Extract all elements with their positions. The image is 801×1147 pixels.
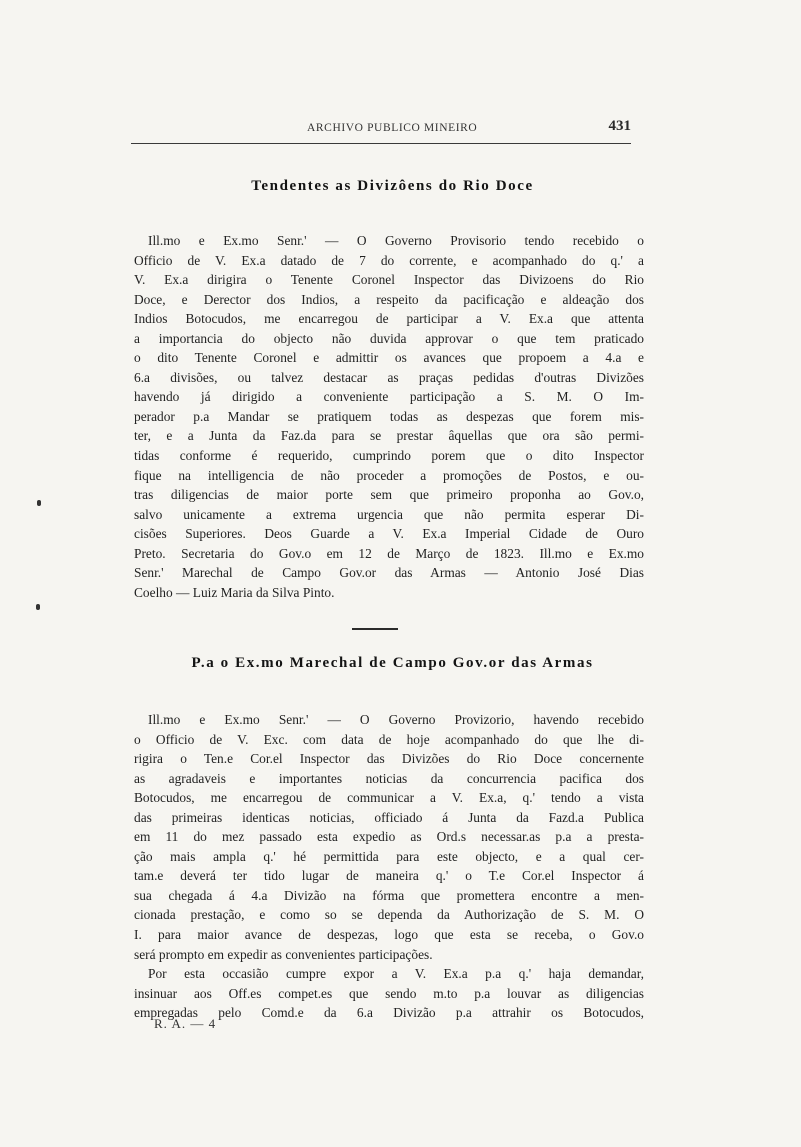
text-line: rigira o Ten.e Cor.el Inspector das Divizões do Rio Doce concernente	[134, 751, 644, 767]
text-line: tras diligencias de maior porte sem que primeiro proponha ao Gov.o,	[134, 487, 644, 503]
letter-body	[134, 231, 644, 602]
text-line: Ill.mo e Ex.mo Senr.' — O Governo Provisorio tendo recebido o	[148, 233, 644, 248]
signature-mark: R. A. — 4	[154, 1016, 217, 1031]
text-line: Por esta occasião cumpre expor a V. Ex.a p.a q.' haja demandar,	[148, 966, 644, 982]
text-line: das primeiras identicas noticias, officiado á Junta da Fazd.a Publica	[134, 809, 644, 825]
text-line: empregadas pelo Comd.e da 6.a Divizão p.a attrahir os Botocudos,	[134, 1005, 644, 1021]
text-line: 6.a divisões, ou talvez destacar as praças pedidas d'outras Divizões	[134, 369, 644, 385]
letter-body	[134, 710, 644, 1023]
text-line: insinuar aos Off.es compet.es que sendo m.to p.a louvar as diligencias	[134, 985, 644, 1001]
text-line: V. Ex.a dirigira o Tenente Coronel Inspector das Divizoens do Rio	[134, 272, 644, 288]
text-line: perador p.a Mandar se pratiquem todas as despezas que forem mis-	[134, 408, 644, 424]
text-line: em 11 do mez passado esta expedio as Ord.s necessar.as p.a a presta-	[134, 829, 644, 845]
text-line: cionada prestação, e como so se dependa da Authorização de S. M. O	[134, 907, 644, 923]
text-line: Senr.' Marechal de Campo Gov.or das Armas — Antonio José Dias	[134, 565, 644, 581]
text-line: ter, e a Junta da Faz.da para se prestar âquellas que ora são permi-	[134, 428, 644, 444]
text-line: cisões Superiores. Deos Guarde a V. Ex.a Imperial Cidade de Ouro	[134, 526, 644, 542]
text-line: Botocudos, me encarregou de communicar a V. Ex.a, q.' tendo a vista	[134, 790, 644, 806]
text-line: salvo unicamente a extrema urgencia que não permita esperar Di-	[134, 506, 644, 522]
page-number: 431	[608, 118, 631, 134]
text-line: o Officio de V. Exc. com data de hoje acompanhado do que lhe di-	[134, 731, 644, 747]
text-line: Preto. Secretaria do Gov.o em 12 de Março de 1823. Ill.mo e Ex.mo	[134, 545, 644, 561]
running-title: ARCHIVO PUBLICO MINEIRO	[307, 122, 478, 134]
text-line: a importancia do objecto não duvida approvar o que tem praticado	[134, 330, 644, 346]
text-line: Doce, e Derector dos Indios, a respeito da pacificação e aldeação dos	[134, 291, 644, 307]
text-line: ção mais ampla q.' hé permittida para este objecto, e a qual cer-	[134, 848, 644, 864]
text-line: tam.e deverá ter tido lugar de maneira q.' o T.e Cor.el Inspector á	[134, 868, 644, 884]
text-line: Officio de V. Ex.a datado de 7 do corrente, e acompanhado do q.' a	[134, 252, 644, 268]
scan-speck	[36, 604, 40, 610]
text-line: Indios Botocudos, me encarregou de participar a V. Ex.a que attenta	[134, 311, 644, 327]
section-title: Tendentes as Divizôens do Rio Doce	[251, 178, 534, 194]
text-line: o dito Tenente Coronel e admittir os avances que propoem a 4.a e	[134, 350, 644, 366]
header-rule	[131, 143, 631, 144]
running-head	[131, 118, 631, 140]
text-line: será prompto em expedir as convenientes participações.	[134, 946, 433, 962]
text-line: fique na intelligencia de não proceder a promoções de Postos, e ou-	[134, 467, 644, 483]
text-line: I. para maior avance de despezas, logo que esta se receba, o Gov.o	[134, 927, 644, 943]
scan-speck	[37, 500, 41, 506]
text-line: havendo já dirigido a conveniente participação a S. M. O Im-	[134, 389, 644, 405]
text-line: sua chegada á 4.a Divizão na fórma que promettera encontre a men-	[134, 887, 644, 903]
section-divider	[352, 628, 398, 630]
text-line: tidas conforme é requerido, cumprindo porem que o dito Inspector	[134, 448, 644, 464]
text-line: Ill.mo e Ex.mo Senr.' — O Governo Provizorio, havendo recebido	[148, 712, 644, 727]
text-line: as agradaveis e importantes noticias da concurrencia pacifica dos	[134, 770, 644, 786]
text-line: Coelho — Luiz Maria da Silva Pinto.	[134, 584, 335, 600]
section-title: P.a o Ex.mo Marechal de Campo Gov.or das Armas	[191, 655, 594, 671]
